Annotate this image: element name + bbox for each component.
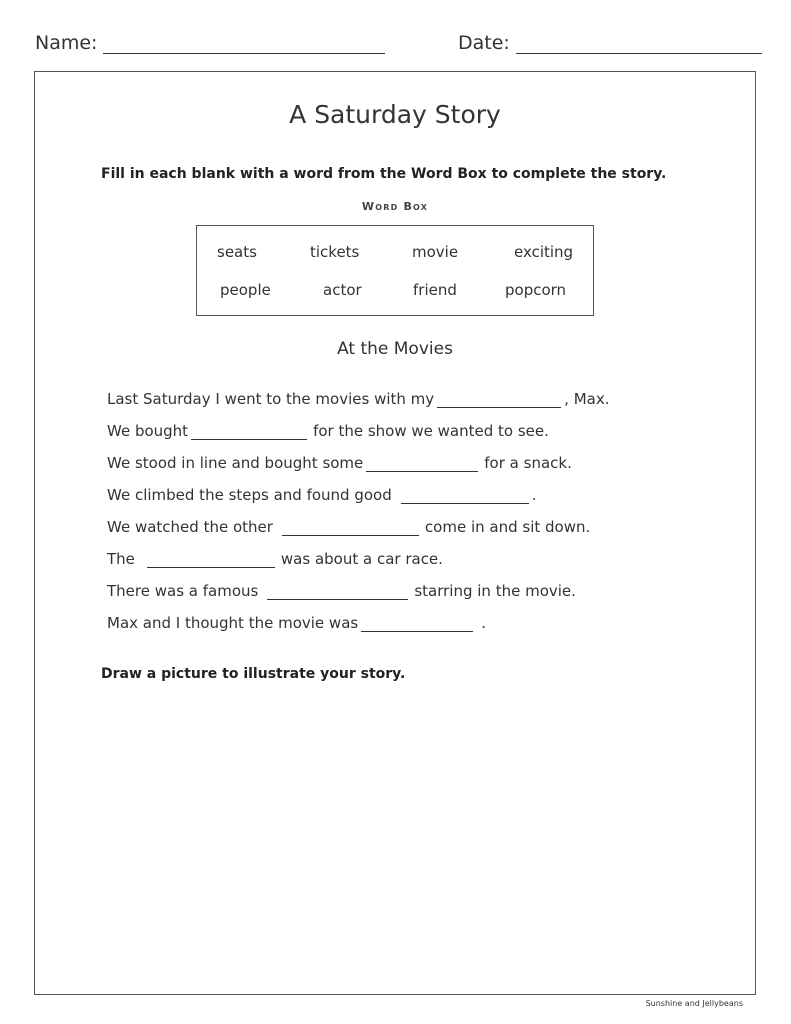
answer-blank[interactable] <box>267 585 408 600</box>
story-sentence: The was about a car race. <box>107 550 443 568</box>
answer-blank[interactable] <box>366 457 478 472</box>
story-sentence: We watched the other come in and sit down. <box>107 518 591 536</box>
word-box-word: friend <box>413 281 457 299</box>
word-box-word: popcorn <box>505 281 567 299</box>
word-box-word: movie <box>412 243 459 261</box>
word-box-word: actor <box>323 281 362 299</box>
draw-prompt: Draw a picture to illustrate your story. <box>101 666 406 682</box>
story-sentence: Max and I thought the movie was . <box>107 614 486 632</box>
story-sentence: We stood in line and bought some for a snack. <box>107 454 572 472</box>
answer-blank[interactable] <box>437 393 561 408</box>
answer-blank[interactable] <box>282 521 419 536</box>
word-box-label: Word Box <box>361 200 429 213</box>
word-box-word: people <box>220 281 271 299</box>
answer-blank[interactable] <box>401 489 529 504</box>
story-sentence: We climbed the steps and found good . <box>107 486 537 504</box>
story-sentence: Last Saturday I went to the movies with my , Max. <box>107 390 610 408</box>
footer-credit: Sunshine and Jellybeans <box>645 999 743 1008</box>
date-blank-line[interactable] <box>516 35 762 54</box>
name-label: Name: <box>35 32 98 54</box>
date-field[interactable] <box>458 32 762 54</box>
word-box-word: exciting <box>514 243 574 261</box>
word-box-word: seats <box>217 243 257 261</box>
word-box-word: tickets <box>310 243 360 261</box>
story-title: At the Movies <box>337 339 453 359</box>
worksheet-title: A Saturday Story <box>289 100 501 129</box>
answer-blank[interactable] <box>191 425 307 440</box>
answer-blank[interactable] <box>147 553 275 568</box>
name-blank-line[interactable] <box>103 35 385 54</box>
answer-blank[interactable] <box>361 617 473 632</box>
instructions-text: Fill in each blank with a word from the Word Box to complete the story. <box>101 166 667 182</box>
date-label: Date: <box>458 32 510 54</box>
story-sentence: We bought for the show we wanted to see. <box>107 422 549 440</box>
word-box <box>196 225 594 316</box>
story-sentence: There was a famous starring in the movie. <box>107 582 576 600</box>
name-field[interactable] <box>35 32 385 54</box>
worksheet-frame <box>34 71 756 995</box>
